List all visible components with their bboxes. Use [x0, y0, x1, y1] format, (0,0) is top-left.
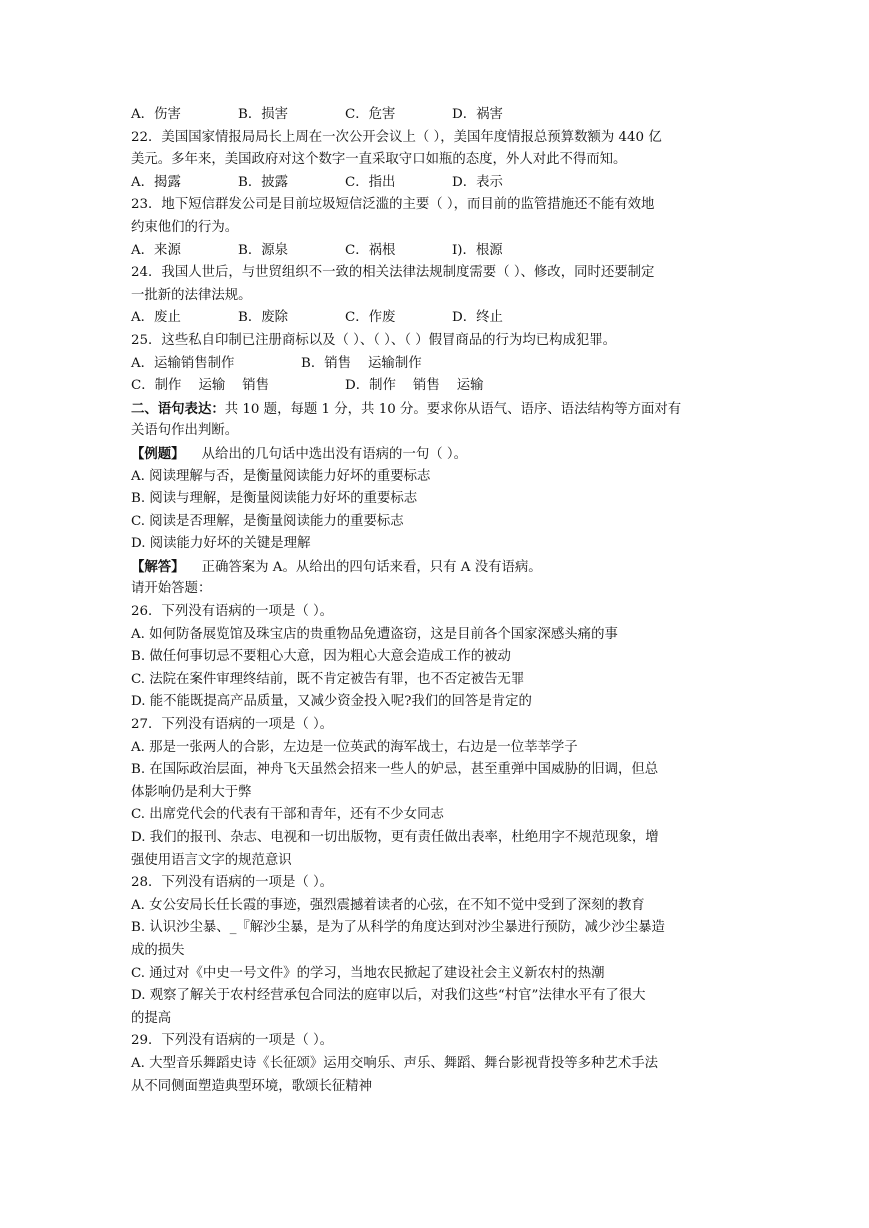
answer-text: 正确答案为 A。从给出的四句话来看，只有 A 没有语病。 — [184, 559, 542, 575]
q22-options — [131, 172, 741, 195]
document-page — [131, 104, 741, 1098]
answer-label: 【解答】 — [131, 558, 185, 575]
q23-line2: 约束他们的行为。 — [131, 219, 239, 235]
q28-line: 成的损失 — [131, 942, 185, 958]
q25-options-row1 — [131, 353, 741, 376]
q28-line: D. 观察了解关于农村经营承包合同法的庭审以后，对我们这些“村官”法律水平有了很大 — [131, 988, 646, 1004]
example-label: 【例题】 — [131, 445, 185, 462]
q28-line: C. 通过对《中史一号文件》的学习，当地农民掀起了建设社会主义新农村的热潮 — [131, 965, 605, 981]
q29-line: A. 大型音乐舞蹈史诗《长征颂》运用交响乐、声乐、舞蹈、舞台影视背投等多种艺术手法 — [131, 1055, 659, 1071]
q27-line: D. 我们的报刊、杂志、电视和一切出版物，更有责任做出表率，杜绝用字不规范现象，增 — [131, 830, 659, 845]
q21-option-d: D．祸害 — [452, 107, 503, 122]
q27-line: B. 在国际政治层面，神舟飞天虽然会招来一些人的妒忌，甚至重弹中国威胁的旧调，但总 — [131, 762, 659, 778]
q24-options — [131, 307, 741, 330]
example-option-d: D. 阅读能力好坏的关键是理解 — [131, 536, 311, 552]
start-text: 请开始答题： — [131, 581, 212, 597]
example-option-c: C. 阅读是否理解，是衡量阅读能力的重要标志 — [131, 513, 404, 529]
example-option-b: B. 阅读与理解，是衡量阅读能力好坏的重要标志 — [131, 491, 418, 507]
section2-heading: 二、语句表达： — [131, 400, 225, 417]
q21-options — [131, 104, 741, 127]
q27-line: 强使用语言文字的规范意识 — [131, 852, 292, 868]
q24-option-c: C．作废 — [345, 310, 396, 326]
q25-option-b: B．销售 运输制作 — [301, 355, 422, 371]
q26-line: A. 如何防备展览馆及珠宝店的贵重物品免遭盗窃，这是目前各个国家深感头痛的事 — [131, 626, 618, 642]
example-answer-line — [131, 556, 741, 579]
q24-option-b: B．废除 — [238, 310, 289, 326]
q23-option-d: I)．根源 — [452, 242, 503, 258]
q26-line: D. 能不能既提高产品质量，又减少资金投入呢?我们的回答是肯定的 — [131, 694, 532, 710]
q26-line: B. 做任何事切忌不要粗心大意，因为粗心大意会造成工作的被动 — [131, 649, 511, 665]
q28-line: A. 女公安局长任长霞的事迹，强烈震撼着读者的心弦，在不知不觉中受到了深刻的教育 — [131, 897, 645, 913]
q26-stem: 26．下列没有语病的一项是（ ）。 — [131, 604, 334, 620]
q29-stem: 29．下列没有语病的一项是（ ）。 — [131, 1033, 334, 1049]
q27-line: 体影响仍是利大于弊 — [131, 784, 252, 800]
q25-option-a: A．运输销售制作 — [131, 355, 235, 371]
example-option-a: A. 阅读理解与否，是衡量阅读能力好坏的重要标志 — [131, 468, 431, 484]
q23-option-c: C．祸根 — [345, 242, 396, 258]
q25-line1: 25．这些私自印制已注册商标以及（ ）、（ ）、（ ）假冒商品的行为均已构成犯罪。 — [131, 332, 617, 348]
q22-option-a: A．揭露 — [131, 174, 181, 190]
example-question: 从给出的几句话中选出没有语病的一句（ ）。 — [184, 446, 467, 462]
q22-option-b: B．披露 — [238, 174, 289, 190]
q23-line1: 23．地下短信群发公司是目前垃圾短信泛滥的主要（ ），而目前的监管措施还不能有效地 — [131, 197, 655, 213]
q24-line2: 一批新的法律法规。 — [131, 287, 252, 303]
q24-option-d: D．终止 — [452, 310, 503, 326]
q21-option-a: A．伤害 — [131, 107, 181, 122]
section2-desc-line1: 共 10 题，每题 1 分，共 10 分。要求你从语气、语序、语法结构等方面对有 — [224, 401, 682, 417]
q27-line: A. 那是一张两人的合影，左边是一位英武的海军战士，右边是一位莘莘学子 — [131, 739, 578, 755]
example-question-line — [131, 443, 741, 466]
q21-option-c: C．危害 — [345, 107, 396, 122]
q25-option-c: C．制作 运输 销售 — [131, 378, 270, 394]
q24-line1: 24．我国人世后，与世贸组织不一致的相关法律法规制度需要（ ）、修改，同时还要制定 — [131, 265, 655, 281]
q27-stem: 27．下列没有语病的一项是（ ）。 — [131, 717, 334, 733]
q25-options-row2 — [131, 375, 741, 398]
q22-line1: 22．美国国家情报局局长上周在一次公开会议上（ ），美国年度情报总预算数额为 440 亿 — [131, 129, 662, 145]
section2-desc-line2: 关语句作出判断。 — [131, 423, 239, 439]
q23-options — [131, 240, 741, 263]
q22-line2: 美元。多年来，美国政府对这个数字一直采取守口如瓶的态度，外人对此不得而知。 — [131, 152, 627, 168]
section2-heading-line — [131, 398, 741, 421]
q28-line: B. 认识沙尘暴、_『解沙尘暴，是为了从科学的角度达到对沙尘暴进行预防，减少沙尘暴造 — [131, 920, 665, 936]
q29-line: 从不同侧面塑造典型环境，歌颂长征精神 — [131, 1078, 373, 1094]
q23-option-a: A．来源 — [131, 242, 181, 258]
q23-option-b: B．源泉 — [238, 242, 289, 258]
q28-line: 的提高 — [131, 1010, 172, 1026]
q24-option-a: A．废止 — [131, 310, 181, 326]
q22-option-d: D．表示 — [452, 174, 503, 190]
q28-stem: 28．下列没有语病的一项是（ ）。 — [131, 875, 334, 891]
q21-option-b: B．损害 — [238, 107, 289, 122]
q22-option-c: C．指出 — [345, 174, 396, 190]
q27-line: C. 出席党代会的代表有干部和青年，还有不少女同志 — [131, 807, 444, 823]
q25-option-d: D．制作 销售 运输 — [345, 378, 484, 394]
q26-line: C. 法院在案件审理终结前，既不肯定被告有罪，也不否定被告无罪 — [131, 671, 525, 687]
